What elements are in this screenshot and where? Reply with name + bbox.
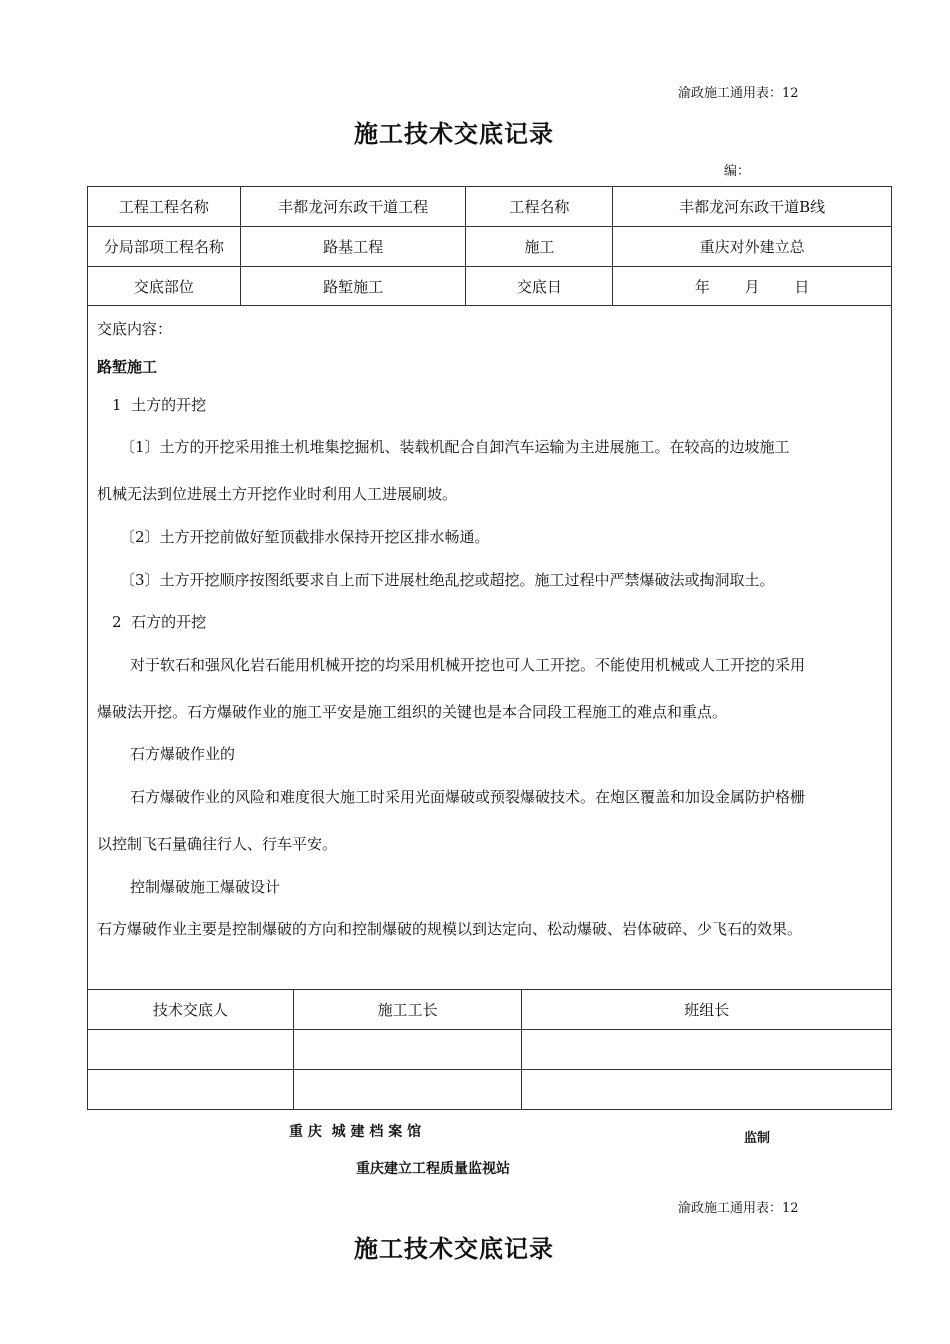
paragraph-line: 〔3〕土方开挖顺序按图纸要求自上而下进展杜绝乱挖或超挖。施工过程中严禁爆破法或掏洞取土。 [120, 571, 775, 589]
next-page-form-code: 渝政施工通用表：12 [678, 1201, 799, 1216]
paragraph-line: 石方爆破作业的风险和难度很大施工时采用光面爆破或预裂爆破技术。在炮区覆盖和加设金属防护格栅 [130, 788, 806, 806]
paragraph-line: 爆破法开挖。石方爆破作业的施工平安是施工组织的关键也是本合同段工程施工的难点和重点。 [97, 703, 728, 721]
header-row [88, 227, 892, 267]
station-name: 重庆建立工程质量监视站 [356, 1161, 510, 1177]
header-cell: 年 月 日 [613, 267, 892, 306]
content-label: 交底内容： [97, 320, 173, 338]
paragraph-line: 石方爆破作业主要是控制爆破的方向和控制爆破的规模以到达定向、松动爆破、岩体破碎、少飞石的效果。 [97, 920, 803, 938]
signature-table [87, 989, 892, 1110]
paragraph-line: 以控制飞石量确往行人、行车平安。 [97, 835, 338, 853]
header-cell: 工程工程名称 [88, 187, 241, 227]
section-title: 2 石方的开挖 [112, 613, 207, 631]
paragraph-line: 控制爆破施工爆破设计 [130, 878, 281, 896]
paragraph-line: 石方爆破作业的 [130, 745, 236, 763]
paragraph-line: 〔2〕土方开挖前做好堑顶截排水保持开挖区排水畅通。 [120, 528, 490, 546]
next-page-title: 施工技术交底记录 [354, 1234, 554, 1263]
header-table [87, 186, 892, 306]
header-row [88, 187, 892, 227]
header-cell: 施工 [466, 227, 613, 267]
header-cell: 重庆对外建立总 [613, 227, 892, 267]
signature-header: 班组长 [522, 990, 892, 1030]
signature-header: 施工工长 [293, 990, 522, 1030]
signature-header: 技术交底人 [88, 990, 294, 1030]
header-cell: 交底日 [466, 267, 613, 306]
content-heading: 路堑施工 [97, 358, 158, 376]
header-cell: 丰都龙河东政干道工程 [240, 187, 466, 227]
signature-row [88, 1030, 892, 1070]
header-cell: 路基工程 [240, 227, 466, 267]
signature-cell[interactable] [88, 1030, 294, 1070]
signature-cell[interactable] [522, 1070, 892, 1110]
header-row [88, 267, 892, 306]
archive-name: 重 庆 城 建 档 案 馆 [289, 1124, 422, 1140]
signature-header-row [88, 990, 892, 1030]
supervision-label: 监制 [744, 1131, 771, 1146]
header-cell: 路堑施工 [240, 267, 466, 306]
signature-cell[interactable] [293, 1030, 522, 1070]
paragraph-line: 〔1〕土方的开挖采用推土机堆集挖掘机、装载机配合自卸汽车运输为主进展施工。在较高的边坡施工 [120, 438, 790, 456]
paragraph-line: 对于软石和强风化岩石能用机械开挖的均采用机械开挖也可人工开挖。不能使用机械或人工开挖的采用 [130, 656, 806, 674]
serial-label: 编： [724, 164, 751, 179]
header-cell: 分局部项工程名称 [88, 227, 241, 267]
header-cell: 工程名称 [466, 187, 613, 227]
signature-row [88, 1070, 892, 1110]
signature-cell[interactable] [88, 1070, 294, 1110]
header-cell: 丰都龙河东政干道B线 [613, 187, 892, 227]
header-cell: 交底部位 [88, 267, 241, 306]
form-code: 渝政施工通用表：12 [678, 86, 799, 101]
signature-cell[interactable] [293, 1070, 522, 1110]
content-section [87, 305, 892, 990]
section-title: 1 土方的开挖 [112, 396, 207, 414]
page-title: 施工技术交底记录 [354, 119, 554, 148]
paragraph-line: 机械无法到位进展土方开挖作业时利用人工进展刷坡。 [97, 485, 458, 503]
signature-cell[interactable] [522, 1030, 892, 1070]
